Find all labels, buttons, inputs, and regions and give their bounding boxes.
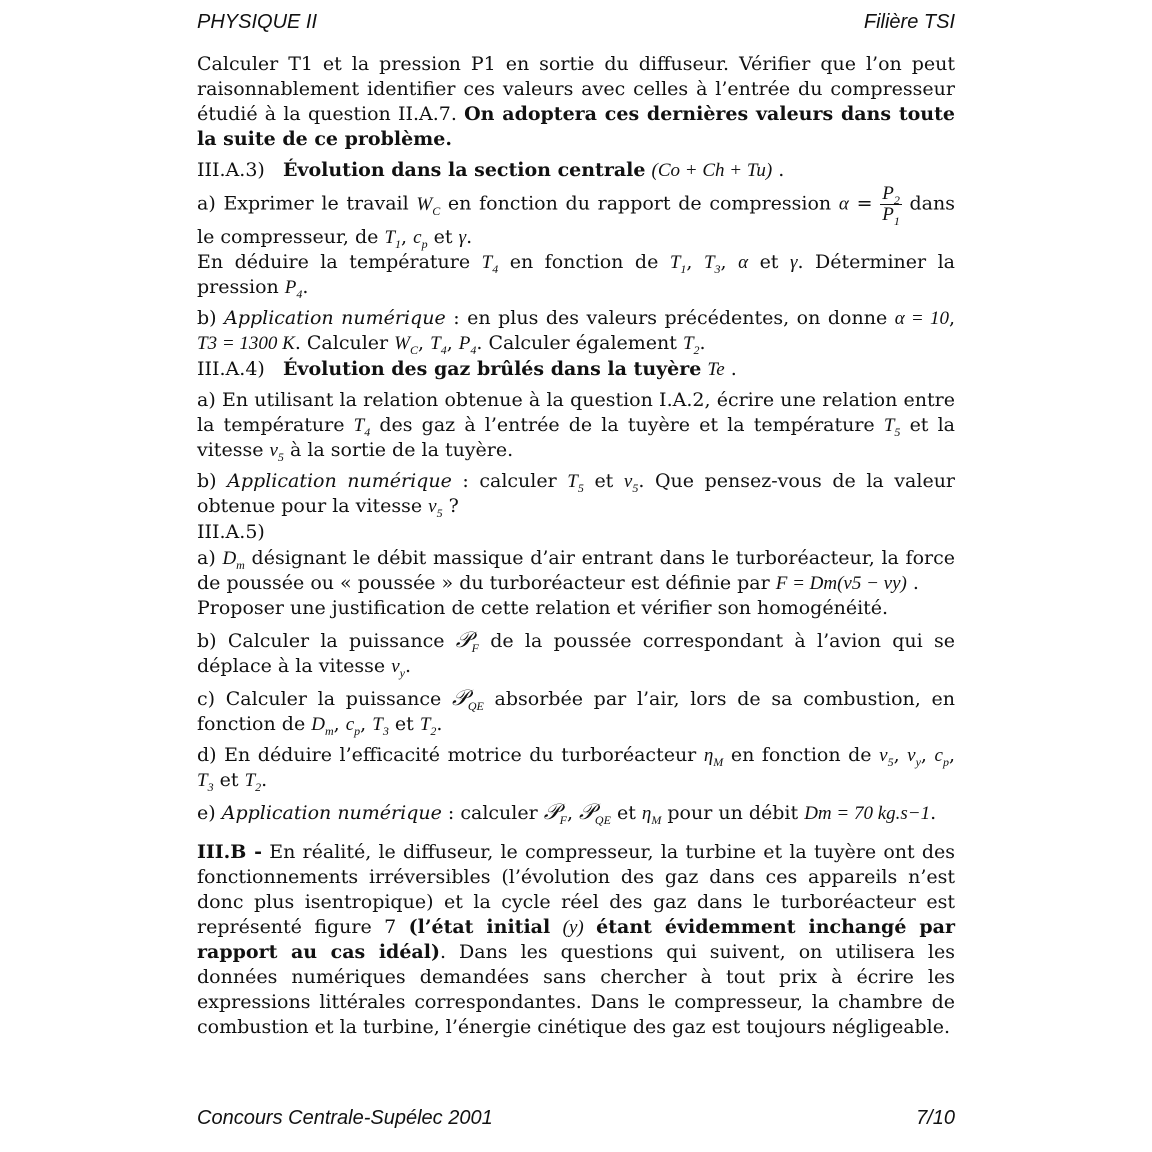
- section-number: III.A.5): [197, 521, 265, 543]
- question-5d: d) En déduire l’efficacité motrice du turboréacteur $\eta_M$ en fonction de $v_5$, $v_y$, $c_p$, $T_3$ et $T_2$.: [197, 744, 955, 794]
- header-subject: PHYSIQUE II: [197, 11, 318, 33]
- diffuser-text: Calculer T1 et la pression P1 en sortie du diffuseur. Vérifier que l’on peut raisonnablement identifier ces valeurs avec celles à l’entrée du compresseur étudié à la question II.A.7.: [197, 53, 955, 125]
- q5d-text-1: d) En déduire l’efficacité motrice du turboréacteur: [197, 744, 697, 766]
- section-3b-text-1: En réalité, le diffuseur, le compresseur, la turbine et la tuyère ont des fonctionnements irréversibles (l’évolution des gaz dans ces appareils n’est donc plus isentropique) et la cycle réel des gaz dans le turboréacteur est représenté figure 7: [197, 841, 956, 938]
- section-expression: Te: [707, 359, 725, 380]
- q5a-text-1: désignant le débit massique d’air entrant dans le turboréacteur, la force de poussée ou « poussée » du turboréacteur est définie par: [197, 547, 955, 594]
- question-4b: b) Application numérique : calculer $T_5$ et $v_5$. Que pensez-vous de la valeur obtenue pour la vitesse $v_5$ ?: [197, 470, 956, 520]
- t3-value: T3 = 1300 K: [197, 333, 295, 354]
- q5c-text-3: et: [394, 713, 414, 735]
- q3a-text-3: dans le compresseur, de: [197, 192, 955, 248]
- question-5c: c) Calculer la puissance 𝒫$_{QE}$ absorbée par l’air, lors de sa combustion, en fonction de $D_m$, $c_p$, $T_3$ et $T_2$.: [197, 685, 956, 738]
- q4a-text-3: et la vitesse: [197, 414, 955, 461]
- compression-ratio-fraction: $\frac{P_2}{P_1}$: [882, 183, 900, 228]
- q3a-text-7: et: [759, 251, 779, 273]
- section-heading-3a3: III.A.3) Évolution dans la section centrale (Co + Ch + Tu) .: [197, 159, 785, 181]
- q5e-text-1: : calculer: [447, 802, 538, 824]
- q5e-text-3: pour un débit: [667, 802, 799, 824]
- section-3b-text-2: . Dans les questions qui suivent, on utilisera les données numériques demandées sans chercher à tout prix à écrire les expressions littérales correspondantes. Dans le compresseur, la chambre de combustion et la turbine, l’énergie cinétique des gaz est toujours négligeable.: [197, 941, 955, 1038]
- q4b-app-label: Application numérique: [227, 470, 452, 492]
- alpha-value: α = 10: [894, 308, 949, 329]
- section-heading-3a5: [197, 520, 955, 545]
- section-3b-bold-1: (l’état initial: [408, 916, 551, 938]
- q4a-text-1: a) En utilisant la relation obtenue à la question I.A.2, écrire une relation entre la température: [197, 389, 955, 436]
- q3b-text-1: : en plus des valeurs précédentes, on donne: [453, 307, 888, 329]
- footer-contest: Concours Centrale-Supélec 2001: [197, 1107, 493, 1129]
- q5e-app-label: Application numérique: [221, 802, 442, 824]
- section-expression: (Co + Ch + Tu): [651, 160, 773, 181]
- page-footer: [197, 1107, 955, 1130]
- question-3a: a) Exprimer le travail $W_C$ en fonction du rapport de compression α = $\frac{P_2}{P_1}$ dans le compresseur, de $T_1$, $c_p$ et γ. En déduire la température $T_4$ en fonction de $T_1$, $T_3$, α et γ. Déterminer la pression $P_4$.: [197, 183, 955, 301]
- section-number: III.A.3): [197, 159, 265, 181]
- paragraph-3b: [197, 840, 955, 1040]
- question-5b: b) Calculer la puissance 𝒫$_F$ de la poussée correspondant à l’avion qui se déplace à la vitesse $v_y$.: [197, 627, 955, 680]
- footer-page-number: 7/10: [916, 1107, 955, 1129]
- q5a-label: a): [197, 547, 216, 569]
- q5d-text-3: et: [219, 769, 239, 791]
- section-title: Évolution dans la section centrale: [282, 159, 646, 181]
- flow-rate-value: Dm = 70 kg.s−1: [804, 803, 931, 824]
- q3a-text-2: en fonction du rapport de compression: [447, 192, 832, 215]
- question-4a: a) En utilisant la relation obtenue à la question I.A.2, écrire une relation entre la température $T_4$ des gaz à l’entrée de la tuyère et la température $T_5$ et la vitesse $v_5$ à la sortie de la tuyère.: [197, 389, 955, 464]
- q3b-text-2: . Calculer: [294, 332, 389, 354]
- question-5e: e) Application numérique : calculer 𝒫$_F$, 𝒫$_{QE}$ et $\eta_M$ pour un débit Dm = 70 kg.s−1.: [197, 799, 937, 827]
- q5d-text-2: en fonction de: [730, 744, 872, 766]
- q5c-text-2: absorbée par l’air, lors de sa combustion, en fonction de: [197, 688, 956, 735]
- q5e-label: e): [197, 802, 216, 824]
- section-heading-3a4: III.A.4) Évolution des gaz brûlés dans la tuyère Te .: [197, 358, 737, 380]
- q5a-text-2: Proposer une justification de cette relation et vérifier son homogénéité.: [197, 597, 889, 619]
- question-5a: a) $D_m$ désignant le débit massique d’air entrant dans le turboréacteur, la force de poussée ou « poussée » du turboréacteur est définie par F = Dm(v5 − vy) . Proposer une justification de cette relation et vérifier son homogénéité.: [197, 547, 955, 619]
- q4a-text-4: à la sortie de la tuyère.: [289, 439, 514, 461]
- q4b-label: b): [197, 470, 217, 492]
- q3a-text-4: et: [433, 226, 453, 248]
- initial-state-symbol: (y): [562, 917, 584, 938]
- section-3b-bold-2: étant évidemment inchangé par rapport au cas idéal): [197, 916, 956, 963]
- q3b-app-label: Application numérique: [224, 307, 446, 329]
- q5e-text-2: et: [616, 802, 636, 824]
- diffuser-bold-note: On adoptera ces dernières valeurs dans toute la suite de ce problème.: [197, 103, 955, 150]
- q5b-text-2: de la poussée correspondant à l’avion qui se déplace à la vitesse: [197, 630, 955, 677]
- q4a-text-2: des gaz à l’entrée de la tuyère et la température: [379, 414, 875, 436]
- q4b-text-2: et: [594, 470, 614, 492]
- section-number: III.A.4): [197, 358, 265, 380]
- q5b-text-1: b) Calculer la puissance: [197, 630, 445, 652]
- q4b-text-4: ?: [448, 495, 459, 517]
- q3a-text-6: en fonction de: [509, 251, 659, 273]
- header-track: Filière TSI: [863, 11, 955, 33]
- q3b-text-3: . Calculer également: [476, 332, 677, 354]
- question-3b: b) Application numérique : en plus des valeurs précédentes, on donne α = 10, T3 = 1300 K. Calculer $W_C$, $T_4$, $P_4$. Calculer également $T_2$.: [197, 307, 955, 357]
- page-header: [197, 11, 955, 34]
- q3a-text-5: En déduire la température: [197, 251, 471, 273]
- q3b-label: b): [197, 307, 217, 329]
- q5c-text-1: c) Calculer la puissance: [197, 688, 442, 710]
- document-body: [197, 52, 955, 1046]
- q4b-text-1: : calculer: [462, 470, 557, 492]
- section-title: Évolution des gaz brûlés dans la tuyère: [282, 358, 702, 380]
- q3a-text-8: . Déterminer la pression: [197, 251, 955, 298]
- paragraph-diffuser: [197, 52, 955, 152]
- q3a-text-1: a) Exprimer le travail: [197, 192, 409, 215]
- thrust-formula: F = Dm(v5 − vy): [775, 573, 907, 594]
- section-3b-label: III.B -: [197, 841, 263, 863]
- q4b-text-3: . Que pensez-vous de la valeur obtenue pour la vitesse: [197, 470, 956, 517]
